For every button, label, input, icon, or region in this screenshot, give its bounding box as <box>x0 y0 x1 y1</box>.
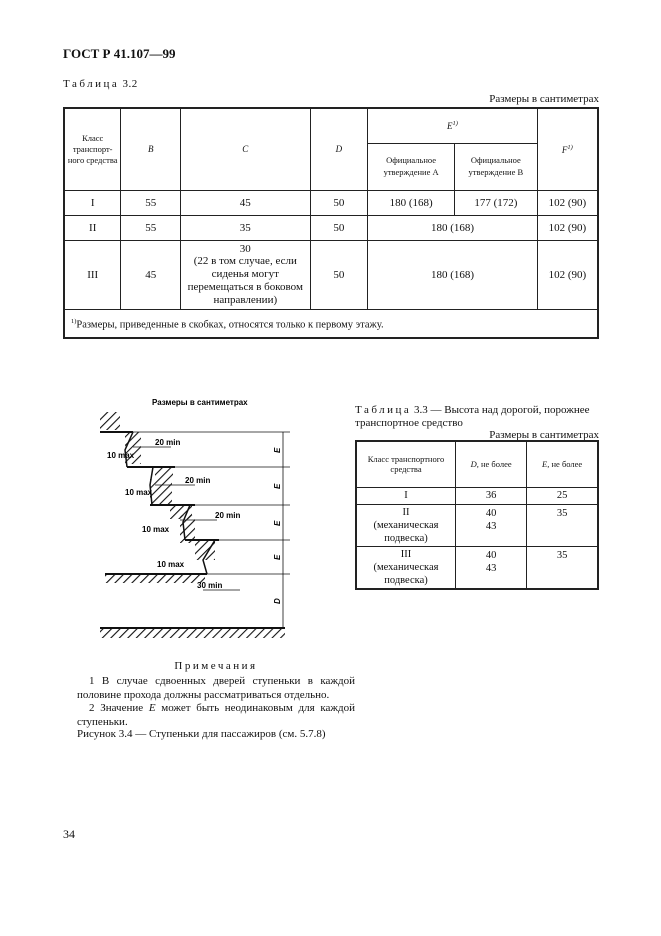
cell-class: II <box>64 215 121 240</box>
table-row <box>64 190 598 215</box>
header-f-sup: 1) <box>567 143 573 151</box>
dim-e-3: E <box>273 520 282 526</box>
t33-class-numeral: III <box>400 548 412 560</box>
t33-cell-d: 36 <box>456 487 527 504</box>
header-e-label: E <box>447 121 453 132</box>
t33-class-sub: (механическая подвеска) <box>373 519 439 544</box>
table-3-2-caption-word: Таблица <box>63 78 120 90</box>
dim-20-min-3: 20 min <box>215 511 241 520</box>
header-class: Класс транспорт-ного средства <box>64 108 121 190</box>
t33-cell-e: 35 <box>527 504 598 546</box>
document-header: ГОСТ Р 41.107—99 <box>63 46 176 61</box>
table-3-2 <box>63 107 599 339</box>
cell-e: 180 (168) <box>368 215 538 240</box>
dim-10-max-4: 10 max <box>157 560 185 569</box>
cell-b: 55 <box>121 190 181 215</box>
dim-10-max-1: 10 max <box>107 451 135 460</box>
header-c: C <box>181 108 311 190</box>
cell-c-main: 30 <box>239 242 251 255</box>
table-3-2-caption-number: 3.2 <box>122 78 138 90</box>
t33-cell-class <box>356 546 456 589</box>
header-e-official-b: Официальное утверждение В <box>454 143 537 190</box>
table-3-3-caption <box>355 404 603 430</box>
cell-d: 50 <box>310 190 368 215</box>
table-row <box>356 546 598 589</box>
cell-f: 102 (90) <box>537 215 598 240</box>
t33-header-d <box>456 441 527 487</box>
cell-c: 45 <box>181 190 311 215</box>
header-f-label: F <box>561 144 568 155</box>
table-3-2-caption <box>63 78 138 90</box>
header-f <box>537 108 598 190</box>
t33-header-e-var: E <box>542 458 548 469</box>
header-e-official-a: Официальное утверждение А <box>368 143 455 190</box>
cell-class: I <box>64 190 121 215</box>
t33-header-e-rest: , не более <box>547 458 583 469</box>
dim-e-1: E <box>273 447 282 453</box>
table-3-2-units: Размеры в сантиметрах <box>489 93 599 105</box>
notes-title: Примечания <box>174 660 258 672</box>
dim-e-2: E <box>273 483 282 489</box>
dim-10-max-2: 10 max <box>125 488 153 497</box>
t33-d-value-1: 40 <box>485 549 497 561</box>
dim-10-max-3: 10 max <box>142 525 170 534</box>
figure-units-label: Размеры в сантиметрах <box>152 398 248 407</box>
note-2-var: E <box>148 702 156 715</box>
t33-d-value-2: 43 <box>485 520 497 532</box>
t33-d-value-1: 40 <box>485 507 497 519</box>
cell-d: 50 <box>310 215 368 240</box>
t33-cell-d <box>456 546 527 589</box>
header-e-sup: 1) <box>452 120 458 128</box>
t33-cell-class <box>356 504 456 546</box>
table-3-3-units: Размеры в сантиметрах <box>489 429 599 441</box>
figure-notes <box>77 660 355 730</box>
dim-d: D <box>273 598 282 604</box>
note-2-post: может быть неодинаковым для каждой ступеньки. <box>77 702 355 728</box>
t33-cell-class: I <box>356 487 456 504</box>
cell-e: 180 (168) <box>368 240 538 310</box>
t33-d-value-2: 43 <box>485 563 497 574</box>
cell-f: 102 (90) <box>537 190 598 215</box>
cell-c <box>181 240 311 310</box>
t33-cell-e: 25 <box>527 487 598 504</box>
steps-figure <box>95 390 305 650</box>
header-d: D <box>310 108 368 190</box>
t33-class-sub: (механическая подвеска) <box>373 562 439 587</box>
dim-e-4: E <box>273 554 282 560</box>
footnote-mark: 1) <box>71 317 77 325</box>
table-footnote <box>64 310 598 339</box>
table-row <box>64 240 598 310</box>
t33-header-e <box>527 441 598 487</box>
table-row <box>356 487 598 504</box>
footnote-text: Размеры, приведенные в скобках, относятся только к первому этажу. <box>76 319 384 331</box>
cell-e-b: 177 (172) <box>454 190 537 215</box>
cell-f: 102 (90) <box>537 240 598 310</box>
t33-header-d-rest: , не более <box>476 458 512 469</box>
t33-cell-d <box>456 504 527 546</box>
t33-cell-e: 35 <box>527 546 598 589</box>
figure-caption: Рисунок 3.4 — Ступеньки для пассажиров (см. 5.7.8) <box>77 728 326 740</box>
note-2-pre: 2 Значение <box>89 702 149 715</box>
header-e <box>368 108 538 143</box>
dim-20-min-1: 20 min <box>155 438 181 447</box>
step-profile <box>100 412 285 638</box>
cell-c-note: (22 в том случае, если сиденья могут перемещаться в боковом направлении) <box>187 255 303 307</box>
cell-b: 45 <box>121 240 181 310</box>
note-2 <box>77 702 355 730</box>
t33-header-class: Класс транспортного средства <box>356 441 456 487</box>
t33-header-d-var: D <box>470 458 477 469</box>
cell-class: III <box>64 240 121 310</box>
table-row <box>64 215 598 240</box>
table-3-3 <box>355 440 599 590</box>
t33-class-numeral: II <box>402 506 410 518</box>
header-b: B <box>121 108 181 190</box>
cell-c: 35 <box>181 215 311 240</box>
cell-e-a: 180 (168) <box>368 190 455 215</box>
table-3-3-caption-rest: 3.3 — Высота над дорогой, порожнее транспортное средство <box>355 404 590 430</box>
table-3-3-caption-word: Таблица <box>355 404 412 416</box>
dim-30-min: 30 min <box>197 581 223 590</box>
table-row <box>356 504 598 546</box>
cell-b: 55 <box>121 215 181 240</box>
page-number: 34 <box>63 827 75 841</box>
note-1: 1 В случае сдвоенных дверей ступеньки в каждой половине прохода должны рассматриваться отдельно. <box>77 674 355 701</box>
cell-d: 50 <box>310 240 368 310</box>
dim-20-min-2: 20 min <box>185 476 211 485</box>
